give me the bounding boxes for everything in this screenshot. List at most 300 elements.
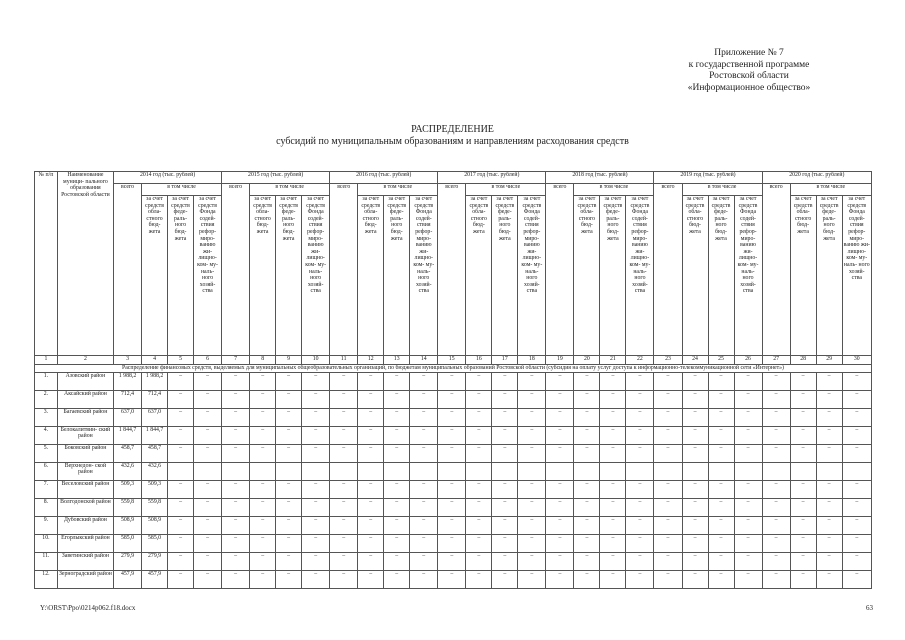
value-dash: –: [816, 426, 842, 444]
value-dash: –: [790, 408, 816, 426]
value-dash: –: [302, 534, 330, 552]
column-number: 11: [330, 356, 358, 365]
value-dash: –: [250, 570, 276, 588]
value-dash: –: [626, 390, 654, 408]
value-dash: –: [654, 480, 682, 498]
value-dash: –: [518, 372, 546, 390]
value-dash: –: [492, 552, 518, 570]
value-dash: –: [438, 552, 466, 570]
value-dash: –: [842, 408, 871, 426]
column-number: 25: [708, 356, 734, 365]
header-year: 2019 год (тыс. рублей): [654, 172, 762, 184]
value-dash: –: [842, 426, 871, 444]
header-obl: за счет средств обла- стного бюд- жета: [790, 196, 816, 356]
value-total: 712,4: [114, 390, 142, 408]
value-dash: –: [842, 372, 871, 390]
table-row: [35, 462, 872, 480]
value-dash: –: [194, 570, 222, 588]
column-number: 9: [276, 356, 302, 365]
value-dash: –: [466, 552, 492, 570]
value-dash: –: [168, 444, 194, 462]
value-dash: [626, 462, 654, 480]
value-dash: –: [790, 516, 816, 534]
value-dash: –: [466, 534, 492, 552]
value-dash: [518, 462, 546, 480]
value-dash: –: [682, 408, 708, 426]
value-obl: 457,9: [142, 570, 168, 588]
title-sub: субсидий по муниципальным образованиям и направлениям расходования средств: [276, 136, 629, 147]
row-number: 6.: [35, 462, 58, 480]
value-dash: –: [546, 516, 574, 534]
value-dash: –: [250, 444, 276, 462]
value-dash: –: [276, 408, 302, 426]
value-dash: –: [302, 480, 330, 498]
column-number: 29: [816, 356, 842, 365]
value-dash: –: [330, 426, 358, 444]
file-path: Y:\ORST\Ppo\0214p062.f18.docx: [40, 604, 136, 612]
value-dash: –: [626, 408, 654, 426]
value-dash: –: [790, 426, 816, 444]
value-dash: –: [168, 390, 194, 408]
value-dash: –: [410, 408, 438, 426]
value-dash: –: [816, 372, 842, 390]
value-dash: –: [842, 498, 871, 516]
value-dash: –: [762, 498, 790, 516]
value-dash: –: [546, 408, 574, 426]
value-dash: –: [302, 552, 330, 570]
value-dash: –: [276, 570, 302, 588]
table-row: [35, 570, 872, 588]
value-dash: –: [518, 552, 546, 570]
value-dash: –: [250, 372, 276, 390]
value-dash: –: [708, 390, 734, 408]
column-number: 2: [57, 356, 113, 365]
value-dash: –: [574, 372, 600, 390]
value-dash: –: [492, 408, 518, 426]
value-dash: –: [734, 498, 762, 516]
table-row: [35, 534, 872, 552]
value-dash: –: [842, 480, 871, 498]
header-incl: в том числе: [466, 184, 546, 196]
value-dash: –: [600, 444, 626, 462]
value-dash: –: [708, 534, 734, 552]
value-dash: –: [384, 534, 410, 552]
column-number: 18: [518, 356, 546, 365]
value-total: 1 844,7: [114, 426, 142, 444]
value-obl: 1 988,2: [142, 372, 168, 390]
value-dash: –: [168, 516, 194, 534]
value-dash: –: [708, 480, 734, 498]
value-dash: –: [330, 498, 358, 516]
header-total: всего: [654, 184, 682, 356]
value-dash: [276, 462, 302, 480]
value-dash: –: [194, 516, 222, 534]
value-dash: –: [194, 498, 222, 516]
value-dash: –: [384, 408, 410, 426]
value-dash: –: [250, 480, 276, 498]
value-dash: –: [384, 552, 410, 570]
value-dash: [842, 462, 871, 480]
value-dash: –: [168, 480, 194, 498]
value-dash: –: [546, 426, 574, 444]
value-dash: –: [302, 408, 330, 426]
header-year: 2014 год (тыс. рублей): [114, 172, 222, 184]
table-row: [35, 426, 872, 444]
header-fund: за счет средств Фонда содей- ствия рефор- миро- ванию жи- лищно- ком- му- наль- ного хозяй- ства: [194, 196, 222, 356]
header-fed: за счет средств феде- раль- ного бюд- жета: [384, 196, 410, 356]
value-dash: –: [708, 426, 734, 444]
value-dash: –: [600, 552, 626, 570]
value-dash: –: [682, 480, 708, 498]
column-number: 5: [168, 356, 194, 365]
value-dash: –: [302, 444, 330, 462]
column-number: 15: [438, 356, 466, 365]
value-dash: –: [790, 372, 816, 390]
value-dash: –: [358, 516, 384, 534]
value-dash: –: [492, 516, 518, 534]
value-dash: –: [734, 390, 762, 408]
value-dash: –: [330, 372, 358, 390]
value-dash: –: [410, 426, 438, 444]
municipality-name: Веселовский район: [57, 480, 113, 498]
header-fund: за счет средств Фонда содей- ствия рефор- миро- ванию жи- лищно- ком- му- наль- ного хозяй- ства: [734, 196, 762, 356]
value-obl: 559,8: [142, 498, 168, 516]
value-dash: [816, 462, 842, 480]
value-dash: –: [330, 552, 358, 570]
value-dash: –: [626, 516, 654, 534]
row-number: 7.: [35, 480, 58, 498]
value-dash: –: [466, 570, 492, 588]
header-fund: за счет средств Фонда содей- ствия рефор- миро- ванию жи- лищно- ком- му- наль- ного хозяй- ства: [518, 196, 546, 356]
value-obl: 508,9: [142, 516, 168, 534]
value-dash: –: [600, 516, 626, 534]
header-year: 2016 год (тыс. рублей): [330, 172, 438, 184]
column-number: 26: [734, 356, 762, 365]
column-number: 27: [762, 356, 790, 365]
municipality-name: Заветинский район: [57, 552, 113, 570]
table-row: [35, 516, 872, 534]
table-row: [35, 372, 872, 390]
value-dash: [600, 462, 626, 480]
header-fed: за счет средств феде- раль- ного бюд- жета: [600, 196, 626, 356]
value-dash: –: [168, 426, 194, 444]
value-dash: [466, 462, 492, 480]
value-dash: –: [708, 570, 734, 588]
value-dash: –: [168, 552, 194, 570]
value-dash: [410, 462, 438, 480]
value-dash: –: [574, 390, 600, 408]
column-number: 21: [600, 356, 626, 365]
value-dash: –: [410, 498, 438, 516]
table-row: [35, 498, 872, 516]
value-dash: –: [708, 516, 734, 534]
value-dash: –: [734, 516, 762, 534]
value-dash: –: [466, 516, 492, 534]
value-dash: –: [762, 516, 790, 534]
value-total: 458,7: [114, 444, 142, 462]
value-dash: –: [358, 390, 384, 408]
header-fund: за счет средств Фонда содей- ствия рефор- миро- ванию жи- лищно- ком- му- наль- ного хозяй- ства: [302, 196, 330, 356]
value-dash: –: [358, 444, 384, 462]
value-dash: –: [682, 534, 708, 552]
row-number: 9.: [35, 516, 58, 534]
value-dash: –: [194, 444, 222, 462]
value-dash: –: [222, 534, 250, 552]
value-dash: –: [438, 498, 466, 516]
value-dash: –: [626, 498, 654, 516]
row-number: 10.: [35, 534, 58, 552]
value-dash: –: [250, 552, 276, 570]
header-year: 2015 год (тыс. рублей): [222, 172, 330, 184]
value-dash: –: [518, 534, 546, 552]
value-dash: –: [626, 480, 654, 498]
value-dash: [384, 462, 410, 480]
value-dash: –: [708, 498, 734, 516]
value-dash: –: [410, 552, 438, 570]
value-dash: –: [466, 480, 492, 498]
value-dash: –: [816, 408, 842, 426]
header-obl: за счет средств обла- стного бюд- жета: [466, 196, 492, 356]
value-dash: –: [682, 516, 708, 534]
value-dash: –: [302, 372, 330, 390]
column-number: 4: [142, 356, 168, 365]
value-dash: –: [384, 426, 410, 444]
header-total: всего: [222, 184, 250, 356]
table-row: [35, 444, 872, 462]
value-dash: –: [600, 534, 626, 552]
column-number: 13: [384, 356, 410, 365]
value-dash: –: [276, 426, 302, 444]
value-dash: –: [626, 570, 654, 588]
value-dash: –: [492, 534, 518, 552]
column-number: 20: [574, 356, 600, 365]
value-dash: –: [790, 498, 816, 516]
header-total: всего: [114, 184, 142, 356]
column-number: 3: [114, 356, 142, 365]
header-incl: в том числе: [250, 184, 330, 196]
value-dash: –: [276, 480, 302, 498]
value-dash: –: [600, 570, 626, 588]
value-dash: –: [734, 426, 762, 444]
value-dash: [708, 462, 734, 480]
value-obl: 637,0: [142, 408, 168, 426]
value-dash: –: [410, 390, 438, 408]
value-dash: –: [682, 552, 708, 570]
row-number: 11.: [35, 552, 58, 570]
value-total: 457,9: [114, 570, 142, 588]
value-obl: 1 844,7: [142, 426, 168, 444]
value-dash: –: [466, 390, 492, 408]
value-dash: –: [410, 570, 438, 588]
value-dash: –: [358, 480, 384, 498]
municipality-name: Аксайский район: [57, 390, 113, 408]
value-dash: –: [654, 516, 682, 534]
value-dash: –: [816, 390, 842, 408]
value-dash: –: [438, 408, 466, 426]
value-dash: –: [222, 552, 250, 570]
value-dash: –: [734, 372, 762, 390]
value-dash: –: [518, 516, 546, 534]
value-dash: –: [194, 408, 222, 426]
value-dash: –: [276, 534, 302, 552]
row-number: 4.: [35, 426, 58, 444]
value-dash: –: [762, 408, 790, 426]
header-fund: за счет средств Фонда содей- ствия рефор- миро- ванию жи- лищно- ком- му- наль- ного хозяй- ства: [626, 196, 654, 356]
value-dash: –: [330, 534, 358, 552]
value-dash: –: [466, 408, 492, 426]
value-dash: –: [574, 480, 600, 498]
value-dash: –: [358, 498, 384, 516]
value-dash: –: [358, 570, 384, 588]
value-dash: –: [276, 552, 302, 570]
value-dash: –: [842, 552, 871, 570]
value-dash: –: [194, 480, 222, 498]
header-total: всего: [546, 184, 574, 356]
column-number: 24: [682, 356, 708, 365]
column-number: 7: [222, 356, 250, 365]
value-dash: –: [492, 570, 518, 588]
value-obl: 458,7: [142, 444, 168, 462]
value-dash: –: [518, 408, 546, 426]
column-number: 12: [358, 356, 384, 365]
value-dash: –: [358, 552, 384, 570]
column-number: 19: [546, 356, 574, 365]
value-dash: [492, 462, 518, 480]
value-dash: –: [222, 426, 250, 444]
appendix-line: к государственной программе: [688, 59, 810, 70]
header-no: № п/п: [35, 172, 58, 356]
table-row: [35, 408, 872, 426]
value-dash: –: [842, 516, 871, 534]
value-total: 508,9: [114, 516, 142, 534]
value-dash: [330, 462, 358, 480]
value-dash: –: [626, 444, 654, 462]
value-dash: –: [492, 480, 518, 498]
municipality-name: Боковский район: [57, 444, 113, 462]
value-dash: –: [384, 390, 410, 408]
value-dash: –: [734, 570, 762, 588]
value-dash: –: [546, 534, 574, 552]
value-dash: –: [816, 534, 842, 552]
header-fed: за счет средств феде- раль- ного бюд- жета: [708, 196, 734, 356]
value-dash: –: [438, 444, 466, 462]
municipality-name: Егорлыкский район: [57, 534, 113, 552]
value-dash: –: [546, 480, 574, 498]
row-number: 1.: [35, 372, 58, 390]
value-dash: [734, 462, 762, 480]
value-dash: –: [816, 498, 842, 516]
value-dash: –: [302, 426, 330, 444]
value-dash: –: [250, 408, 276, 426]
value-dash: –: [168, 570, 194, 588]
value-dash: –: [762, 552, 790, 570]
value-dash: –: [790, 570, 816, 588]
value-dash: –: [574, 552, 600, 570]
value-dash: –: [168, 498, 194, 516]
value-total: 637,0: [114, 408, 142, 426]
value-dash: –: [600, 498, 626, 516]
value-dash: –: [574, 570, 600, 588]
value-dash: –: [222, 408, 250, 426]
document-title: [0, 124, 905, 148]
municipality-name: Зерноградский район: [57, 570, 113, 588]
column-number: 10: [302, 356, 330, 365]
header-obl: за счет средств обла- стного бюд- жета: [358, 196, 384, 356]
value-dash: [438, 462, 466, 480]
value-dash: –: [816, 516, 842, 534]
value-dash: –: [438, 372, 466, 390]
value-dash: –: [654, 426, 682, 444]
value-dash: [790, 462, 816, 480]
value-dash: –: [574, 426, 600, 444]
header-obl: за счет средств обла- стного бюд- жета: [250, 196, 276, 356]
value-dash: –: [816, 444, 842, 462]
value-dash: –: [410, 516, 438, 534]
value-dash: [168, 462, 194, 480]
value-dash: [574, 462, 600, 480]
column-number: 22: [626, 356, 654, 365]
value-dash: –: [438, 390, 466, 408]
value-dash: –: [708, 372, 734, 390]
header-year: 2017 год (тыс. рублей): [438, 172, 546, 184]
value-dash: –: [654, 498, 682, 516]
header-obl: за счет средств обла- стного бюд- жета: [142, 196, 168, 356]
value-dash: –: [466, 426, 492, 444]
value-dash: –: [708, 552, 734, 570]
value-dash: –: [574, 498, 600, 516]
value-dash: –: [654, 372, 682, 390]
value-dash: –: [518, 570, 546, 588]
value-obl: 712,4: [142, 390, 168, 408]
value-dash: –: [600, 372, 626, 390]
header-total: всего: [762, 184, 790, 356]
value-dash: –: [790, 480, 816, 498]
value-dash: –: [546, 552, 574, 570]
header-total: всего: [438, 184, 466, 356]
value-dash: –: [682, 390, 708, 408]
appendix-line: Приложение № 7: [714, 48, 784, 58]
value-dash: –: [222, 498, 250, 516]
value-dash: –: [250, 426, 276, 444]
header-year: 2020 год (тыс. рублей): [762, 172, 871, 184]
value-dash: –: [330, 390, 358, 408]
value-dash: –: [384, 516, 410, 534]
value-dash: –: [790, 552, 816, 570]
value-dash: –: [734, 552, 762, 570]
value-dash: [222, 462, 250, 480]
value-obl: 585,0: [142, 534, 168, 552]
header-fed: за счет средств феде- раль- ного бюд- жета: [276, 196, 302, 356]
appendix-line: «Информационное общество»: [687, 82, 811, 93]
value-dash: –: [302, 498, 330, 516]
value-dash: –: [574, 408, 600, 426]
column-number: 30: [842, 356, 871, 365]
value-dash: –: [626, 426, 654, 444]
column-number: 1: [35, 356, 58, 365]
appendix-line: Ростовской области: [709, 71, 789, 81]
value-dash: –: [384, 498, 410, 516]
value-dash: –: [574, 444, 600, 462]
value-dash: –: [492, 426, 518, 444]
value-dash: [682, 462, 708, 480]
value-dash: –: [734, 480, 762, 498]
value-dash: –: [682, 570, 708, 588]
value-dash: –: [276, 390, 302, 408]
column-number: 16: [466, 356, 492, 365]
value-dash: –: [438, 516, 466, 534]
header-total: всего: [330, 184, 358, 356]
value-dash: –: [762, 372, 790, 390]
